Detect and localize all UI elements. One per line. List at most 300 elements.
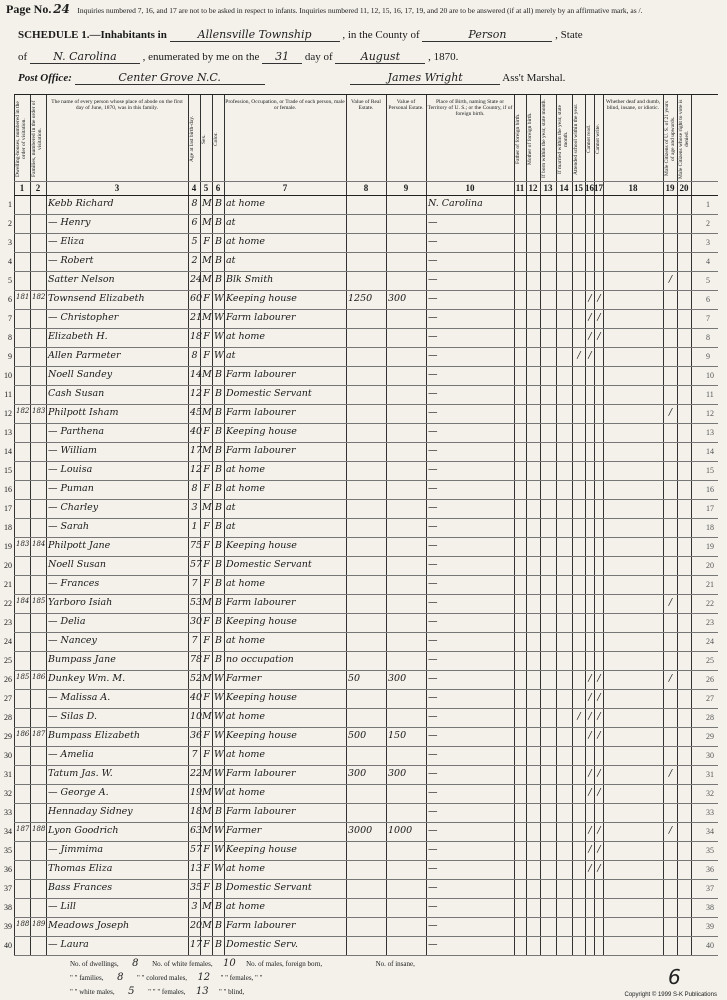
column-header-label: Cannot write. [595, 124, 601, 154]
cell-occ: Farm labourer [226, 768, 296, 779]
cell-name: — Eliza [48, 236, 85, 247]
cell-name: Cash Susan [48, 388, 105, 399]
cell-sex: M [202, 502, 212, 513]
cell-fam: 184 [32, 540, 46, 548]
cell-color: B [215, 578, 222, 589]
column-number: 15 [574, 183, 583, 193]
row-number-right: 24 [706, 637, 714, 646]
table-row [4, 651, 718, 670]
cell-birth: — [428, 787, 438, 798]
row-divider [14, 955, 718, 956]
cell-color: B [215, 882, 222, 893]
row-number-right: 4 [706, 257, 710, 266]
cell-occ: no occupation [226, 654, 294, 665]
cell-sex: F [203, 483, 210, 494]
cell-age: 35 [190, 882, 203, 893]
colored-females-count: 13 [195, 986, 209, 997]
cell-birth: — [428, 331, 438, 342]
cell-color: B [215, 407, 222, 418]
cell-sex: F [203, 521, 210, 532]
cell-name: — George A. [48, 787, 109, 798]
column-number: 2 [35, 183, 41, 193]
post-office-line [18, 71, 718, 85]
cell-name: Hennaday Sidney [48, 806, 133, 817]
cell-birth: — [428, 597, 438, 608]
table-row [4, 423, 718, 442]
table-row [4, 822, 718, 841]
row-number: 34 [4, 827, 12, 836]
row-number: 21 [4, 580, 12, 589]
row-number-right: 34 [706, 827, 714, 836]
column-number: 9 [403, 183, 409, 193]
cell-sex: F [203, 236, 210, 247]
column-number: 11 [515, 183, 525, 193]
row-number: 11 [4, 390, 12, 399]
cell-color: B [215, 274, 222, 285]
row-number: 14 [4, 447, 12, 456]
cell-m19: / [668, 825, 673, 836]
cell-birth: — [428, 692, 438, 703]
cell-m16: / [588, 768, 592, 779]
row-number: 35 [4, 846, 12, 855]
column-header-label: Male Citizens whose right to vote is denied. [678, 99, 690, 179]
cell-birth: — [428, 388, 438, 399]
cell-birth: — [428, 768, 438, 779]
cell-sex: F [203, 616, 210, 627]
cell-age: 57 [190, 559, 203, 570]
cell-birth: — [428, 654, 438, 665]
cell-m16: / [588, 293, 592, 304]
row-number: 5 [8, 276, 12, 285]
cell-color: B [215, 426, 222, 437]
table-row [4, 404, 718, 423]
cell-age: 30 [190, 616, 203, 627]
row-number-right: 20 [706, 561, 714, 570]
row-number-right: 32 [706, 789, 714, 798]
table-row [4, 689, 718, 708]
cell-occ: Farm labourer [226, 369, 296, 380]
cell-re: 50 [348, 673, 361, 684]
row-number-right: 31 [706, 770, 714, 779]
cell-age: 6 [191, 217, 198, 228]
row-number: 36 [4, 865, 12, 874]
row-number-right: 22 [706, 599, 714, 608]
table-row [4, 746, 718, 765]
column-number: 20 [679, 183, 689, 193]
county-label: , in the County of [342, 29, 420, 41]
cell-fam: 183 [32, 407, 46, 415]
cell-age: 13 [190, 863, 203, 874]
cell-color: W [214, 293, 224, 304]
cell-occ: at [226, 255, 236, 266]
cell-name: Noell Susan [48, 559, 107, 570]
row-number: 15 [4, 466, 12, 475]
row-number: 8 [8, 333, 12, 342]
cell-m16: / [588, 673, 592, 684]
cell-re: 500 [348, 730, 367, 741]
cell-m16: / [588, 825, 592, 836]
table-row [4, 841, 718, 860]
row-number: 24 [4, 637, 12, 646]
row-number: 17 [4, 504, 12, 513]
cell-name: — Louisa [48, 464, 93, 475]
cell-color: B [215, 597, 222, 608]
table-row [4, 594, 718, 613]
cell-m17: / [597, 711, 601, 722]
cell-sex: M [202, 369, 212, 380]
cell-name: Elizabeth H. [48, 331, 108, 342]
column-header-label: The name of every person whose place of abode on the first day of June, 1870, was in this family. [51, 99, 183, 111]
row-number: 12 [4, 409, 12, 418]
cell-sex: M [202, 597, 212, 608]
cell-age: 19 [190, 787, 203, 798]
row-number-right: 19 [706, 542, 714, 551]
cell-m16: / [588, 787, 592, 798]
enumeration-month: August [335, 50, 425, 64]
cell-occ: at home [226, 711, 265, 722]
cell-m16: / [588, 331, 592, 342]
table-row [8, 214, 718, 233]
cell-birth: — [428, 616, 438, 627]
column-header-label: Father of foreign birth. [515, 113, 521, 165]
row-number: 38 [4, 903, 12, 912]
cell-occ: Keeping house [226, 730, 297, 741]
cell-dw: 184 [16, 597, 30, 605]
cell-occ: Farm labourer [226, 407, 296, 418]
cell-name: Bumpass Elizabeth [48, 730, 140, 741]
cell-age: 60 [190, 293, 203, 304]
cell-birth: — [428, 426, 438, 437]
cell-re: 300 [348, 768, 367, 779]
cell-fam: 182 [32, 293, 46, 301]
cell-birth: — [428, 350, 438, 361]
post-office: Center Grove N.C. [75, 71, 265, 85]
row-number-right: 18 [706, 523, 714, 532]
column-header-label: Profession, Occupation, or Trade of each person, male or female. [225, 99, 345, 111]
cell-sex: F [203, 331, 210, 342]
cell-name: Allen Parmeter [48, 350, 121, 361]
enumeration-day: 31 [262, 50, 302, 64]
table-row [4, 461, 718, 480]
cell-age: 8 [191, 198, 198, 209]
cell-sex: M [202, 768, 212, 779]
cell-m17: / [597, 844, 601, 855]
column-number: 5 [203, 183, 209, 193]
column-header-label: Color. [213, 132, 219, 146]
copyright: Copyright © 1999 S-K Publications [624, 992, 717, 998]
cell-color: B [215, 540, 222, 551]
cell-birth: — [428, 445, 438, 456]
cell-age: 57 [190, 844, 203, 855]
white-females-label: No. of white females, [152, 960, 213, 968]
column-header-label: Attended school within the year. [573, 103, 579, 175]
cell-sex: M [202, 312, 212, 323]
cell-sex: M [202, 901, 212, 912]
column-header-label: If born within the year, state month. [541, 99, 547, 179]
table-row [4, 765, 718, 784]
cell-occ: Keeping house [226, 692, 297, 703]
cell-sex: M [202, 920, 212, 931]
cell-name: — Frances [48, 578, 100, 589]
cell-birth: — [428, 749, 438, 760]
cell-age: 78 [190, 654, 203, 665]
cell-dw: 185 [16, 673, 30, 681]
row-number: 4 [8, 257, 12, 266]
cell-color: W [214, 673, 224, 684]
cell-age: 18 [190, 331, 203, 342]
cell-name: — Christopher [48, 312, 119, 323]
cell-m19: / [668, 407, 673, 418]
cell-sex: M [202, 274, 212, 285]
cell-sex: M [202, 445, 212, 456]
dwellings-label: No. of dwellings, [70, 960, 119, 968]
row-number-right: 26 [706, 675, 714, 684]
column-header-label: Whether deaf and dumb, blind, insane, or idiotic. [605, 99, 661, 111]
column-header-label: If married within the year, state month. [557, 104, 569, 174]
row-number-right: 1 [706, 200, 710, 209]
cell-color: W [214, 825, 224, 836]
cell-m16: / [588, 844, 592, 855]
cell-age: 36 [190, 730, 203, 741]
table-row [8, 271, 718, 290]
cell-occ: Farmer [226, 825, 262, 836]
row-number: 2 [8, 219, 12, 228]
cell-color: W [214, 730, 224, 741]
row-number: 29 [4, 732, 12, 741]
cell-birth: — [428, 578, 438, 589]
cell-m19: / [668, 597, 673, 608]
cell-occ: Farm labourer [226, 920, 296, 931]
cell-re: 1250 [348, 293, 373, 304]
cell-name: — Delia [48, 616, 86, 627]
cell-sex: F [203, 388, 210, 399]
cell-m17: / [597, 293, 601, 304]
cell-occ: Blk Smith [226, 274, 274, 285]
cell-name: Kebb Richard [48, 198, 114, 209]
row-number: 1 [8, 200, 12, 209]
cell-age: 40 [190, 426, 203, 437]
column-number-divider [14, 181, 718, 182]
cell-age: 14 [190, 369, 203, 380]
enumeration-line [18, 50, 718, 64]
cell-m17: / [597, 768, 601, 779]
cell-color: B [215, 483, 222, 494]
cell-color: B [215, 616, 222, 627]
column-header-label: Value of Personal Estate. [388, 99, 424, 111]
cell-fam: 186 [32, 673, 46, 681]
cell-name: — Parthena [48, 426, 105, 437]
cell-color: B [215, 521, 222, 532]
cell-occ: Domestic Servant [226, 882, 312, 893]
row-number: 40 [4, 941, 12, 950]
cell-birth: — [428, 939, 438, 950]
cell-age: 75 [190, 540, 203, 551]
cell-m17: / [597, 312, 601, 323]
cell-color: W [214, 768, 224, 779]
schedule-line [18, 28, 718, 42]
cell-occ: at home [226, 578, 265, 589]
cell-m19: / [668, 274, 673, 285]
cell-sex: F [203, 635, 210, 646]
row-number: 25 [4, 656, 12, 665]
row-number: 7 [8, 314, 12, 323]
cell-sex: M [202, 711, 212, 722]
cell-sex: M [202, 825, 212, 836]
column-number: 12 [528, 183, 538, 193]
cell-age: 10 [190, 711, 203, 722]
column-number: 10 [465, 183, 475, 193]
cell-color: B [215, 464, 222, 475]
table-row [4, 385, 718, 404]
cell-birth: — [428, 274, 438, 285]
cell-birth: — [428, 369, 438, 380]
row-number: 22 [4, 599, 12, 608]
cell-occ: at home [226, 901, 265, 912]
row-number: 23 [4, 618, 12, 627]
cell-occ: at home [226, 635, 265, 646]
row-number-right: 16 [706, 485, 714, 494]
cell-m19: / [668, 768, 673, 779]
row-number-right: 15 [706, 466, 714, 475]
cell-age: 1 [191, 521, 198, 532]
cell-color: B [215, 806, 222, 817]
row-number: 30 [4, 751, 12, 760]
table-row [4, 784, 718, 803]
cell-m16: / [588, 312, 592, 323]
table-row [4, 898, 718, 917]
row-number: 16 [4, 485, 12, 494]
row-number-right: 10 [706, 371, 714, 380]
cell-sex: F [203, 654, 210, 665]
table-row [4, 708, 718, 727]
row-number: 10 [4, 371, 12, 380]
cell-fam: 188 [32, 825, 46, 833]
cell-name: — Silas D. [48, 711, 97, 722]
row-number-right: 11 [706, 390, 714, 399]
cell-sex: M [202, 806, 212, 817]
column-number: 13 [543, 183, 553, 193]
marshal-label: Ass't Marshal. [502, 72, 566, 84]
column-header-label: Cannot read. [586, 124, 592, 154]
cell-name: — Henry [48, 217, 91, 228]
table-row [4, 860, 718, 879]
row-number-right: 39 [706, 922, 714, 931]
cell-color: B [215, 901, 222, 912]
cell-color: B [215, 217, 222, 228]
cell-dw: 188 [16, 920, 30, 928]
cell-birth: — [428, 844, 438, 855]
cell-sex: F [203, 882, 210, 893]
cell-age: 17 [190, 939, 203, 950]
cell-color: B [215, 236, 222, 247]
row-number-right: 38 [706, 903, 714, 912]
cell-m17: / [597, 730, 601, 741]
cell-color: B [215, 502, 222, 513]
cell-birth: — [428, 920, 438, 931]
cell-color: W [214, 331, 224, 342]
cell-sex: F [203, 692, 210, 703]
column-number: 16 [585, 183, 594, 193]
marshal-name: James Wright [350, 71, 500, 85]
row-number-right: 5 [706, 276, 710, 285]
cell-occ: at [226, 350, 236, 361]
row-number-right: 36 [706, 865, 714, 874]
cell-color: B [215, 388, 222, 399]
cell-name: Philpott Isham [48, 407, 119, 418]
table-row [4, 803, 718, 822]
cell-name: Lyon Goodrich [48, 825, 119, 836]
cell-sex: M [202, 217, 212, 228]
cell-name: — Robert [48, 255, 94, 266]
cell-color: B [215, 559, 222, 570]
cell-pe: 300 [388, 293, 407, 304]
cell-m17: / [597, 787, 601, 798]
row-number-right: 6 [706, 295, 710, 304]
cell-occ: Farmer [226, 673, 262, 684]
cell-occ: Keeping house [226, 426, 297, 437]
cell-pe: 150 [388, 730, 407, 741]
cell-name: — Puman [48, 483, 94, 494]
cell-occ: at home [226, 863, 265, 874]
cell-birth: — [428, 901, 438, 912]
cell-color: B [215, 445, 222, 456]
cell-birth: — [428, 502, 438, 513]
cell-birth: — [428, 521, 438, 532]
table-row [8, 252, 718, 271]
cell-birth: — [428, 255, 438, 266]
footer-line-3 [70, 986, 286, 997]
cell-birth: — [428, 464, 438, 475]
cell-age: 3 [191, 502, 198, 513]
cell-sex: M [202, 787, 212, 798]
cell-sex: F [203, 730, 210, 741]
cell-color: W [214, 692, 224, 703]
cell-age: 22 [190, 768, 203, 779]
cell-birth: — [428, 882, 438, 893]
cell-dw: 183 [16, 540, 30, 548]
cell-birth: — [428, 863, 438, 874]
cell-name: Tatum Jas. W. [48, 768, 113, 779]
cell-sex: M [202, 198, 212, 209]
row-number-right: 21 [706, 580, 714, 589]
row-number-right: 14 [706, 447, 714, 456]
cell-m16: / [588, 863, 592, 874]
cell-name: Noell Sandey [48, 369, 113, 380]
post-office-label: Post Office: [18, 72, 72, 84]
cell-birth: — [428, 635, 438, 646]
cell-color: B [215, 369, 222, 380]
cell-occ: at home [226, 749, 265, 760]
cell-birth: — [428, 825, 438, 836]
table-row [4, 727, 718, 746]
cell-color: W [214, 312, 224, 323]
page-label: Page No. [6, 2, 52, 16]
table-row [4, 575, 718, 594]
cell-birth: — [428, 312, 438, 323]
cell-name: Bumpass Jane [48, 654, 116, 665]
cell-m16: / [588, 711, 592, 722]
cell-m17: / [597, 331, 601, 342]
cell-dw: 187 [16, 825, 30, 833]
cell-sex: F [203, 464, 210, 475]
cell-age: 63 [190, 825, 203, 836]
cell-occ: Domestic Servant [226, 559, 312, 570]
cell-age: 12 [190, 464, 203, 475]
row-number: 28 [4, 713, 12, 722]
cell-color: W [214, 711, 224, 722]
cell-fam: 187 [32, 730, 46, 738]
table-row [8, 233, 718, 252]
